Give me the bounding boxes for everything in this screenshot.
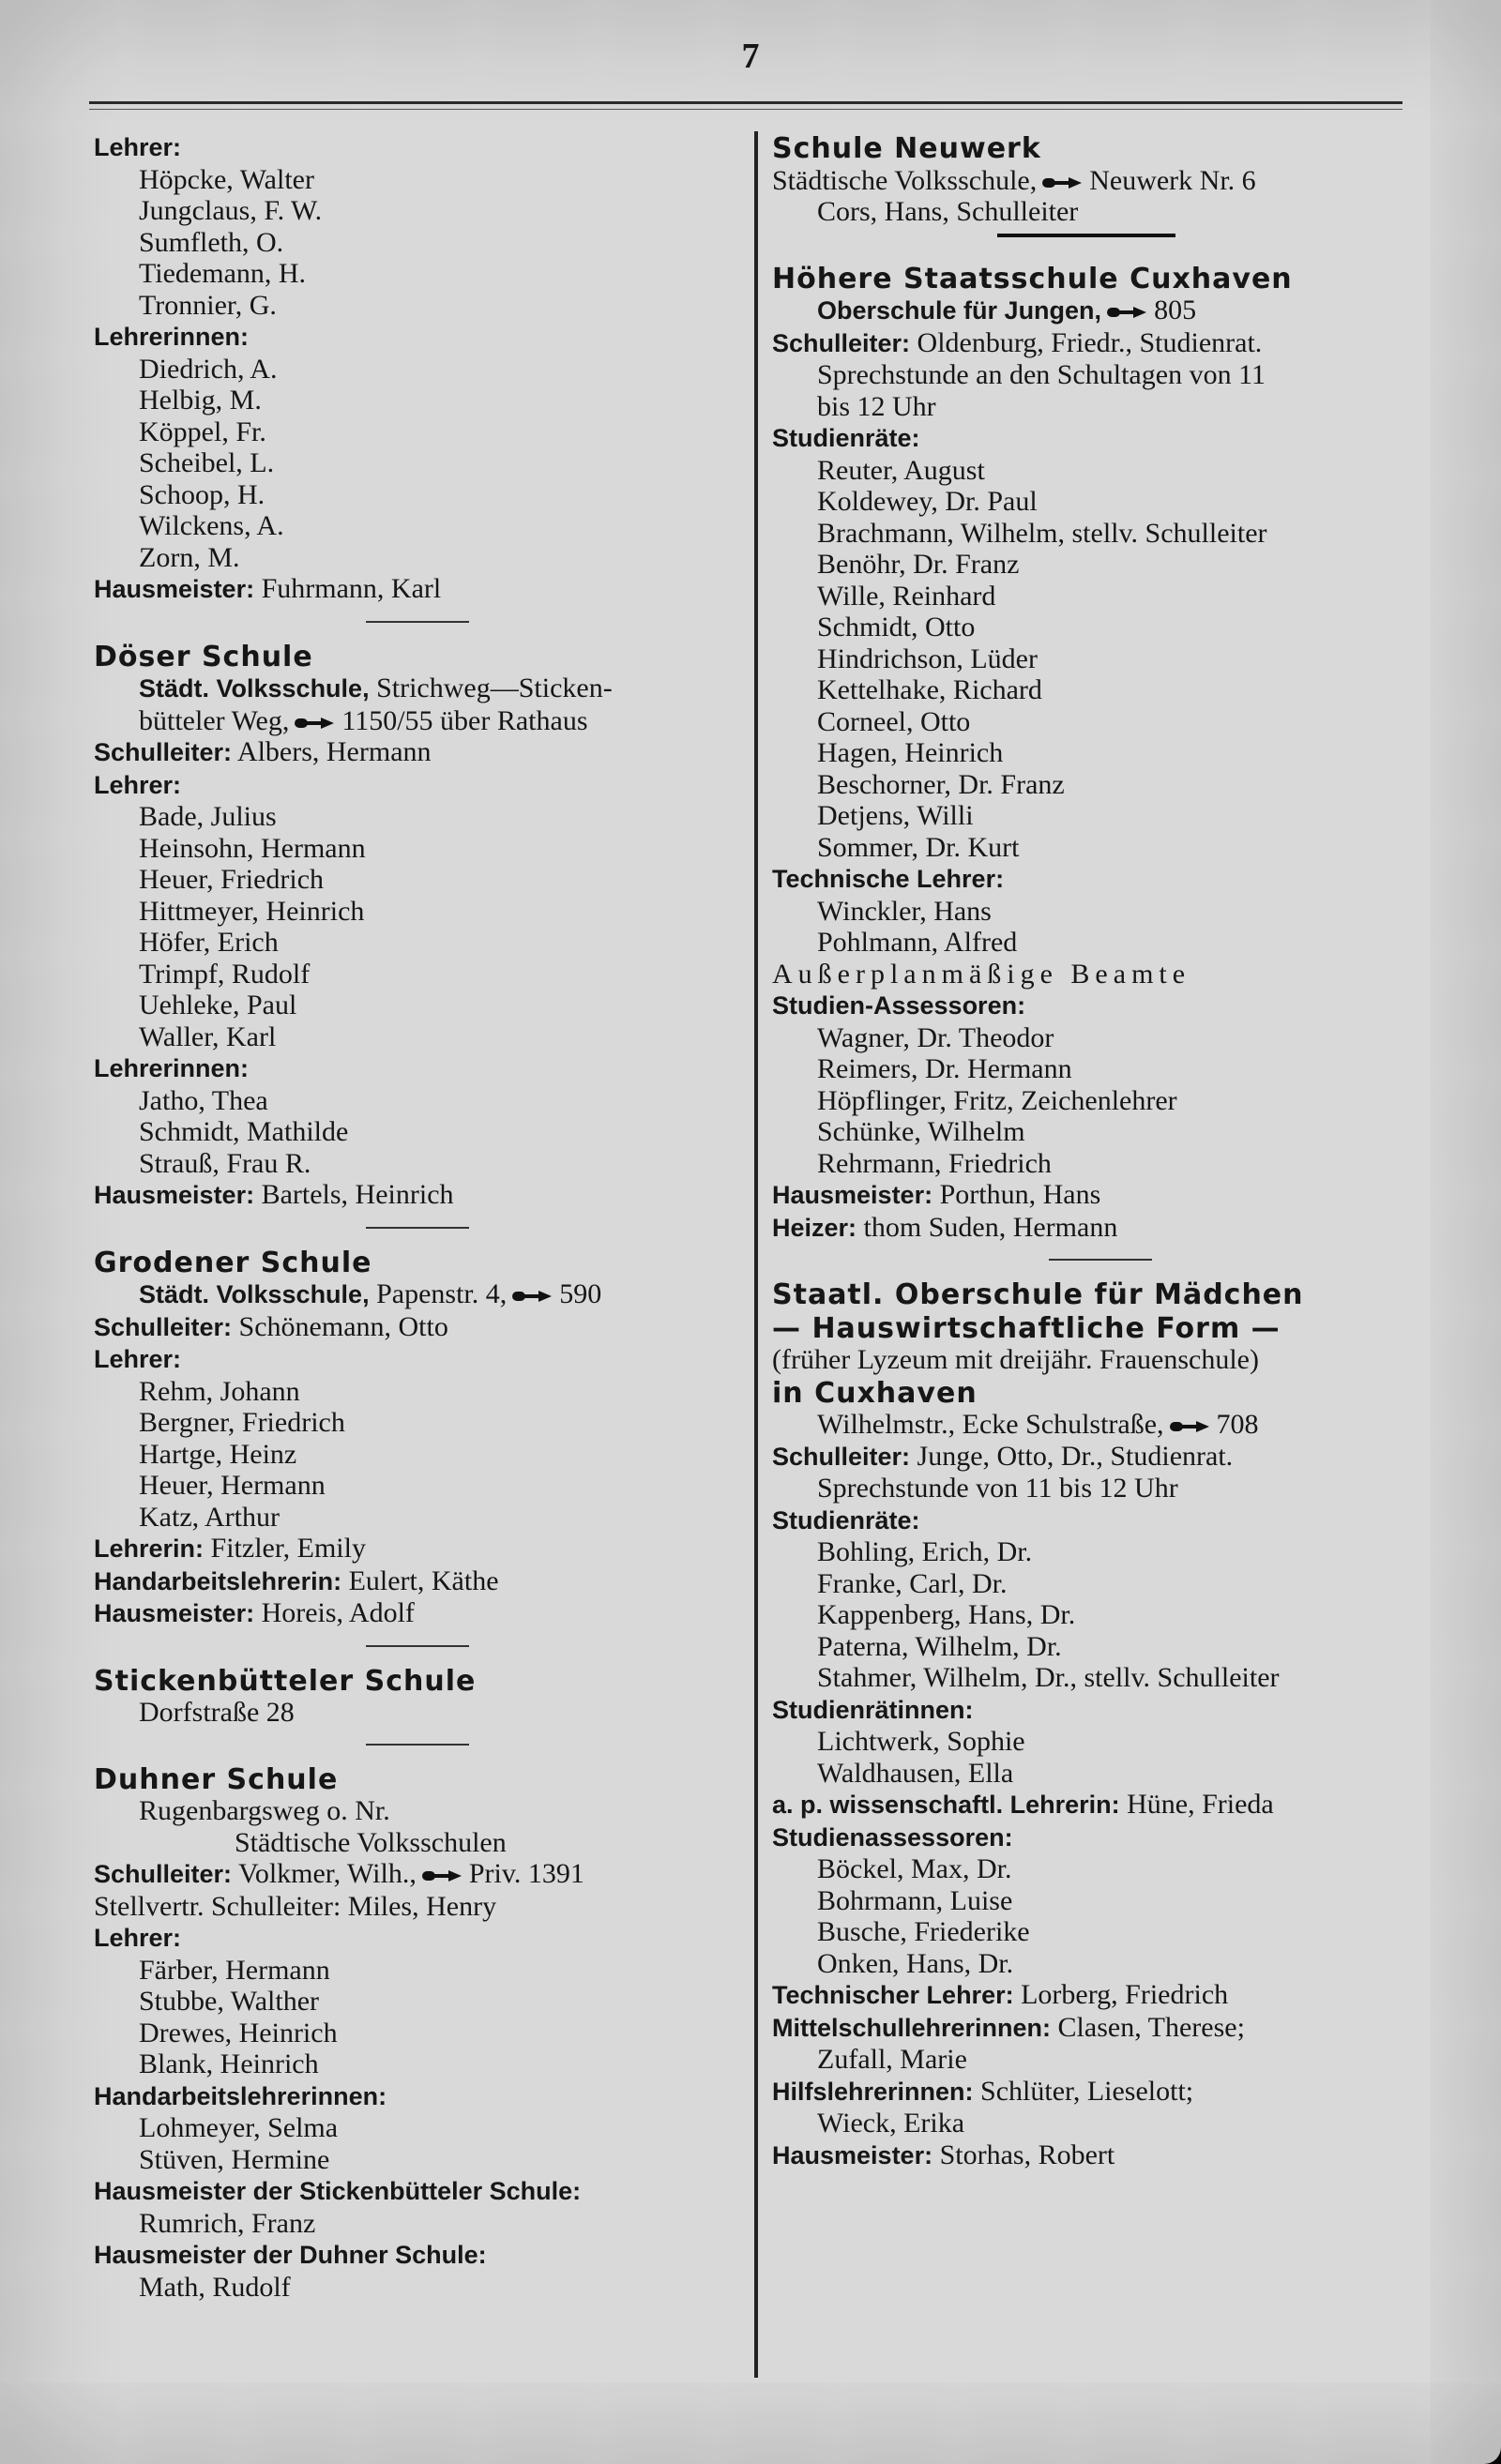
entry-text: Schünke, Wilhelm: [817, 1116, 1025, 1147]
label-text: Hilfslehrerinnen:: [772, 2077, 974, 2106]
text-line: [94, 1891, 741, 1923]
entry-line: [772, 1022, 1429, 1054]
label-value-line: [94, 573, 741, 606]
value-text: Eulert, Käthe: [348, 1565, 499, 1596]
entry-text: Koldewey, Dr. Paul: [817, 486, 1038, 517]
separator-rule: [366, 1645, 469, 1647]
school-heading: [94, 1666, 741, 1698]
entry-line: [772, 643, 1429, 675]
entry-text: Drewes, Heinrich: [139, 2017, 338, 2048]
entry-text: Trimpf, Rudolf: [139, 958, 311, 990]
entry-text: Corneel, Otto: [817, 705, 971, 737]
entry-line: [94, 2018, 741, 2049]
entry-text: Färber, Hermann: [139, 1954, 330, 1986]
entry-text: Winckler, Hans: [817, 895, 992, 927]
heading-text: — Hauswirtschaftliche Form —: [772, 1311, 1281, 1345]
entry-line: [772, 2044, 1429, 2076]
label-text: Technischer Lehrer:: [772, 1981, 1014, 2009]
entry-text: Strauß, Frau R.: [139, 1147, 311, 1179]
entry-line: [772, 359, 1429, 391]
section-label: [772, 1822, 1429, 1854]
label-value-line: [772, 2012, 1429, 2045]
entry-line: [772, 737, 1429, 769]
entry-text: Sommer, Dr. Kurt: [817, 831, 1020, 863]
section-label: [772, 1694, 1429, 1727]
label-text: Technische Lehrer:: [772, 865, 1005, 893]
entry-line: [94, 2112, 741, 2144]
entry-line: [94, 2048, 741, 2080]
entry-line: [94, 864, 741, 896]
entry-text: Waller, Karl: [139, 1020, 277, 1052]
phone-number: Priv. 1391: [468, 1858, 584, 1889]
line-text: (früher Lyzeum mit dreijähr. Frauenschule): [772, 1344, 1259, 1375]
value-text: Junge, Otto, Dr., Studienrat.: [917, 1440, 1234, 1472]
entry-text: Scheibel, L.: [139, 447, 275, 478]
section-label: [94, 321, 741, 354]
entry-text: Brachmann, Wilhelm, stellv. Schulleiter: [817, 517, 1267, 549]
entry-line: [772, 486, 1429, 518]
label-text: Hausmeister:: [94, 1181, 255, 1209]
label-text: Studienräte:: [772, 424, 920, 452]
entry-line: [772, 674, 1429, 706]
entry-text: Schmidt, Otto: [817, 612, 976, 642]
right-column: [772, 131, 1429, 2171]
entry-line: [94, 290, 741, 322]
entry-text: Stahmer, Wilhelm, Dr., stellv. Schulleiter: [817, 1662, 1280, 1693]
line-text: Stellvertr. Schulleiter: Miles, Henry: [94, 1890, 497, 1922]
value-text: Bartels, Heinrich: [261, 1179, 454, 1210]
heading-text: Staatl. Oberschule für Mädchen: [772, 1278, 1304, 1311]
entry-line: [772, 581, 1429, 612]
entry-line: [94, 1955, 741, 1987]
entry-text: Math, Rudolf: [139, 2271, 291, 2303]
entry-text: Wieck, Erika: [817, 2108, 965, 2139]
label-value-line: [772, 1441, 1429, 1474]
entry-text: Städtische Volksschulen: [235, 1826, 507, 1858]
entry-text: Busche, Friederike: [817, 1916, 1030, 1947]
school-heading: [772, 264, 1429, 295]
value-text: Wilhelmstr., Ecke Schulstraße,: [817, 1409, 1164, 1440]
entry-text: Wilckens, A.: [139, 510, 284, 541]
entry-line: [94, 1376, 741, 1408]
label-text: Lehrerin:: [94, 1534, 205, 1563]
entry-text: Rumrich, Franz: [139, 2207, 316, 2239]
heading-text: Duhner Schule: [94, 1762, 339, 1796]
entry-line: [772, 1885, 1429, 1917]
value-text: Lorberg, Friedrich: [1021, 1979, 1229, 2010]
entry-text: Rehrmann, Friedrich: [817, 1147, 1052, 1179]
label-text: Handarbeitslehrerinnen:: [94, 2081, 387, 2110]
label-value-line: [94, 1565, 741, 1598]
entry-line: [94, 1116, 741, 1148]
entry-text: Reuter, August: [817, 454, 985, 486]
label-text: Studienräte:: [772, 1505, 920, 1534]
label-text: Hausmeister:: [94, 575, 255, 603]
entry-line: [94, 195, 741, 227]
entry-line: [772, 1148, 1429, 1180]
label-text: Lehrer:: [94, 770, 182, 799]
label-phone-line: [772, 295, 1429, 327]
heading-text: Höhere Staatsschule Cuxhaven: [772, 262, 1293, 295]
label-text: Studienassessoren:: [772, 1822, 1013, 1852]
telephone-icon: [1042, 176, 1084, 189]
value-text: Schlüter, Lieselott;: [980, 2075, 1194, 2107]
entry-line: [94, 896, 741, 928]
entry-text: Hagen, Heinrich: [817, 737, 1004, 768]
label-text: Handarbeitslehrerin:: [94, 1566, 342, 1595]
phone-number: 590: [559, 1278, 602, 1309]
telephone-icon: [1107, 306, 1148, 319]
entry-text: Hindrichson, Lüder: [817, 642, 1038, 674]
value-text: Fitzler, Emily: [210, 1533, 366, 1564]
value-text: Porthun, Hans: [939, 1179, 1101, 1210]
section-label: [94, 2080, 741, 2113]
entry-line: [772, 1631, 1429, 1663]
entry-line: [772, 1053, 1429, 1085]
entry-line: [94, 354, 741, 385]
label-value-line: [772, 2139, 1429, 2172]
telephone-icon: [1170, 1420, 1211, 1433]
entry-line: [94, 227, 741, 259]
page-number: 7: [741, 37, 760, 76]
entry-line: [94, 1827, 741, 1859]
label-value-line: [772, 2076, 1429, 2109]
entry-text: Paterna, Wilhelm, Dr.: [817, 1630, 1062, 1662]
label-value-line: [772, 1179, 1429, 1212]
entry-text: Kettelhake, Richard: [817, 674, 1042, 705]
value-text: Albers, Hermann: [236, 736, 432, 767]
entry-line: [772, 391, 1429, 423]
separator-rule: [366, 621, 469, 623]
entry-text: Cors, Hans, Schulleiter: [817, 196, 1079, 227]
section-label: [772, 863, 1429, 896]
label-text: Schulleiter:: [772, 328, 911, 357]
label-text: Hausmeister:: [772, 2140, 933, 2169]
entry-text: Blank, Heinrich: [139, 2048, 319, 2079]
entry-line: [94, 2208, 741, 2240]
entry-line: [94, 990, 741, 1021]
entry-line: [772, 196, 1429, 228]
entry-text: Waldhausen, Ella: [817, 1757, 1014, 1789]
entry-text: Bohling, Erich, Dr.: [817, 1536, 1033, 1567]
value-text: Städtische Volksschule,: [772, 164, 1038, 196]
entry-line: [94, 801, 741, 833]
entry-line: [94, 1407, 741, 1439]
label-text: Lehrerinnen:: [94, 323, 250, 351]
label-value-phone-line: [94, 1858, 741, 1891]
entry-line: [772, 800, 1429, 832]
entry-line: [94, 1021, 741, 1053]
header-rule-thin: [89, 109, 1402, 110]
phone-number: 1150/55 über Rathaus: [341, 704, 588, 736]
value-text: Clasen, Therese;: [1057, 2011, 1245, 2043]
entry-text: Sprechstunde an den Schultagen von 11: [817, 359, 1266, 390]
entry-line: [94, 416, 741, 448]
label-text: Lehrer:: [94, 1345, 182, 1373]
entry-text: Beschorner, Dr. Franz: [817, 768, 1065, 800]
label-text: Lehrer:: [94, 133, 182, 161]
entry-text: Bohrmann, Luise: [817, 1884, 1013, 1916]
entry-text: Dorfstraße 28: [139, 1697, 295, 1728]
entry-line: [94, 258, 741, 290]
entry-line: [94, 927, 741, 959]
heading-text: Schule Neuwerk: [772, 132, 1041, 165]
telephone-icon: [422, 1869, 463, 1882]
value-text: Hüne, Frieda: [1127, 1789, 1274, 1820]
entry-line: [772, 1916, 1429, 1948]
entry-text: Benöhr, Dr. Franz: [817, 549, 1020, 580]
heading-text: Grodener Schule: [94, 1246, 372, 1279]
entry-line: [772, 2108, 1429, 2139]
label-text: Schulleiter:: [772, 1442, 911, 1471]
label-value-line: [772, 1979, 1429, 2012]
entry-line: [772, 1536, 1429, 1568]
heading-text: in Cuxhaven: [772, 1376, 978, 1410]
heading-text: Döser Schule: [94, 640, 313, 673]
entry-line: [772, 927, 1429, 959]
value-text: Strichweg—Sticken-: [376, 673, 613, 703]
entry-line: [772, 1116, 1429, 1148]
entry-text: Detjens, Willi: [817, 800, 974, 831]
value-text: Oldenburg, Friedr., Studienrat.: [917, 326, 1263, 358]
label-text: Schulleiter:: [94, 1312, 233, 1341]
entry-text: Rehm, Johann: [139, 1375, 300, 1407]
label-value-line: [94, 1533, 741, 1565]
entry-text: Jungclaus, F. W.: [139, 195, 323, 226]
entry-line: [772, 612, 1429, 643]
address-phone-line: [94, 1278, 741, 1311]
entry-text: Pohlmann, Alfred: [817, 927, 1018, 958]
phone-number: 805: [1154, 295, 1197, 325]
entry-text: Diedrich, A.: [139, 353, 278, 385]
phone-number: 708: [1216, 1409, 1259, 1440]
address-phone-line: [772, 165, 1429, 197]
entry-line: [94, 385, 741, 416]
label-value-line: [772, 1212, 1429, 1245]
phone-number: Neuwerk Nr. 6: [1089, 164, 1256, 196]
separator-rule-thick: [997, 234, 1175, 237]
entry-line: [94, 1795, 741, 1827]
value-text: Horeis, Adolf: [261, 1597, 415, 1628]
label-text: Schulleiter:: [94, 738, 233, 766]
entry-text: Tiedemann, H.: [139, 258, 307, 289]
left-column: [94, 131, 741, 2303]
entry-text: Höpcke, Walter: [139, 163, 314, 195]
entry-line: [772, 1473, 1429, 1504]
entry-text: Bade, Julius: [139, 801, 277, 832]
entry-text: Heuer, Friedrich: [139, 864, 325, 895]
entry-text: Sumfleth, O.: [139, 226, 284, 258]
label-text: Lehrerinnen:: [94, 1054, 250, 1082]
school-heading: [94, 1247, 741, 1279]
entry-line: [772, 1853, 1429, 1885]
school-heading: [772, 1378, 1429, 1410]
entry-line: [94, 1986, 741, 2018]
section-label: [94, 769, 741, 802]
text-line: [772, 1344, 1429, 1376]
school-heading: [772, 1313, 1429, 1345]
label-text: Studienrätinnen:: [772, 1695, 974, 1724]
separator-rule: [366, 1227, 469, 1229]
label-value-line: [94, 736, 741, 769]
label-text: Hausmeister:: [772, 1181, 933, 1209]
entry-line: [94, 164, 741, 196]
value-text: bütteler Weg,: [139, 704, 290, 736]
entry-text: Rugenbargsweg o. Nr.: [139, 1795, 390, 1826]
label-value-line: [94, 1179, 741, 1212]
entry-text: Stüven, Hermine: [139, 2143, 330, 2175]
entry-text: Schoop, H.: [139, 478, 265, 510]
entry-line: [94, 447, 741, 479]
entry-line: [772, 518, 1429, 550]
entry-line: [772, 1726, 1429, 1758]
label-value-line: [94, 1311, 741, 1344]
separator-rule: [1049, 1259, 1152, 1261]
column-divider: [754, 131, 758, 2378]
entry-line: [94, 2272, 741, 2304]
label-text: Mittelschullehrerinnen:: [772, 2013, 1052, 2042]
entry-text: Zufall, Marie: [817, 2044, 967, 2075]
label-text: Schulleiter:: [94, 1860, 233, 1888]
label-value-line: [94, 1597, 741, 1630]
entry-text: Lohmeyer, Selma: [139, 2112, 339, 2143]
entry-text: Wagner, Dr. Theodor: [817, 1021, 1054, 1053]
section-label: [772, 422, 1429, 455]
entry-text: Kappenberg, Hans, Dr.: [817, 1599, 1076, 1630]
entry-line: [94, 2144, 741, 2176]
entry-line: [772, 1085, 1429, 1117]
entry-line: [772, 1948, 1429, 1980]
entry-line: [772, 769, 1429, 801]
address-line: [94, 673, 741, 705]
entry-line: [94, 959, 741, 990]
label-text: Hausmeister der Stickenbütteler Schule:: [94, 2177, 582, 2205]
section-label: [94, 1052, 741, 1085]
heading-text: Stickenbütteler Schule: [94, 1664, 477, 1698]
entry-line: [772, 1599, 1429, 1631]
entry-text: Uehleke, Paul: [139, 990, 297, 1020]
address-phone-line: [772, 1409, 1429, 1441]
entry-line: [772, 832, 1429, 864]
header-rule: [89, 101, 1402, 104]
label-text: Städt. Volksschule,: [139, 674, 370, 703]
entry-text: Reimers, Dr. Hermann: [817, 1053, 1072, 1084]
label-text: Hausmeister:: [94, 1599, 255, 1627]
entry-text: Zorn, M.: [139, 541, 240, 573]
entry-line: [772, 896, 1429, 928]
spaced-text: Außerplanmäßige Beamte: [772, 958, 1191, 990]
entry-text: Höpflinger, Fritz, Zeichenlehrer: [817, 1084, 1177, 1116]
entry-text: bis 12 Uhr: [817, 390, 936, 422]
entry-text: Höfer, Erich: [139, 927, 279, 958]
entry-text: Heinsohn, Hermann: [139, 832, 366, 864]
entry-text: Onken, Hans, Dr.: [817, 1947, 1014, 1979]
label-value-line: [772, 327, 1429, 360]
school-heading: [772, 1279, 1429, 1311]
entry-text: Bergner, Friedrich: [139, 1407, 345, 1438]
entry-text: Lichtwerk, Sophie: [817, 1726, 1025, 1757]
entry-text: Heuer, Hermann: [139, 1470, 326, 1501]
section-label: [94, 1922, 741, 1955]
entry-text: Böckel, Max, Dr.: [817, 1853, 1012, 1884]
telephone-icon: [512, 1290, 553, 1303]
entry-line: [772, 1662, 1429, 1694]
entry-line: [772, 1568, 1429, 1600]
section-label: [772, 1504, 1429, 1537]
school-heading: [772, 133, 1429, 165]
entry-line: [94, 479, 741, 511]
entry-text: Wille, Reinhard: [817, 580, 996, 612]
label-text: a. p. wissenschaftl. Lehrerin:: [772, 1791, 1120, 1819]
label-text: Studien-Assessoren:: [772, 991, 1026, 1020]
entry-line: [94, 1470, 741, 1502]
label-text: Lehrer:: [94, 1924, 182, 1952]
entry-text: Helbig, M.: [139, 385, 262, 416]
entry-text: Stubbe, Walther: [139, 1986, 319, 2017]
entry-line: [94, 510, 741, 542]
label-text: Heizer:: [772, 1213, 857, 1242]
spaced-heading: [772, 959, 1429, 990]
value-text: thom Suden, Hermann: [863, 1211, 1118, 1243]
entry-line: [94, 1502, 741, 1534]
entry-line: [94, 1085, 741, 1117]
section-label: [94, 131, 741, 164]
address-phone-line: [94, 705, 741, 737]
entry-text: Katz, Arthur: [139, 1501, 280, 1533]
section-label: [94, 1343, 741, 1376]
entry-text: Schmidt, Mathilde: [139, 1116, 349, 1147]
telephone-icon: [295, 717, 336, 730]
value-text: Papenstr. 4,: [376, 1278, 508, 1309]
entry-text: Jatho, Thea: [139, 1084, 268, 1116]
value-text: Fuhrmann, Karl: [261, 573, 442, 604]
value-text: Schönemann, Otto: [238, 1310, 448, 1342]
entry-line: [772, 549, 1429, 581]
label-value-line: [772, 1789, 1429, 1822]
entry-line: [772, 706, 1429, 738]
school-heading: [94, 1764, 741, 1796]
entry-text: Hartge, Heinz: [139, 1438, 297, 1470]
value-text: Storhas, Robert: [939, 2139, 1115, 2170]
entry-line: [94, 1148, 741, 1180]
entry-line: [94, 833, 741, 865]
entry-line: [94, 1439, 741, 1471]
label-text: Städt. Volksschule,: [139, 1280, 370, 1308]
entry-text: Köppel, Fr.: [139, 416, 266, 447]
value-text: Volkmer, Wilh.,: [238, 1858, 417, 1889]
entry-text: Hittmeyer, Heinrich: [139, 895, 365, 927]
label-text: Hausmeister der Duhner Schule:: [94, 2241, 487, 2269]
school-heading: [94, 642, 741, 673]
section-label: [94, 2175, 741, 2208]
entry-line: [772, 455, 1429, 487]
section-label: [772, 990, 1429, 1022]
entry-line: [772, 1758, 1429, 1790]
entry-line: [94, 1697, 741, 1729]
label-text: Oberschule für Jungen,: [817, 296, 1102, 325]
entry-text: Franke, Carl, Dr.: [817, 1567, 1008, 1599]
section-label: [94, 2239, 741, 2272]
separator-rule: [366, 1744, 469, 1746]
entry-text: Tronnier, G.: [139, 289, 277, 321]
entry-line: [94, 542, 741, 574]
entry-text: Sprechstunde von 11 bis 12 Uhr: [817, 1473, 1178, 1504]
